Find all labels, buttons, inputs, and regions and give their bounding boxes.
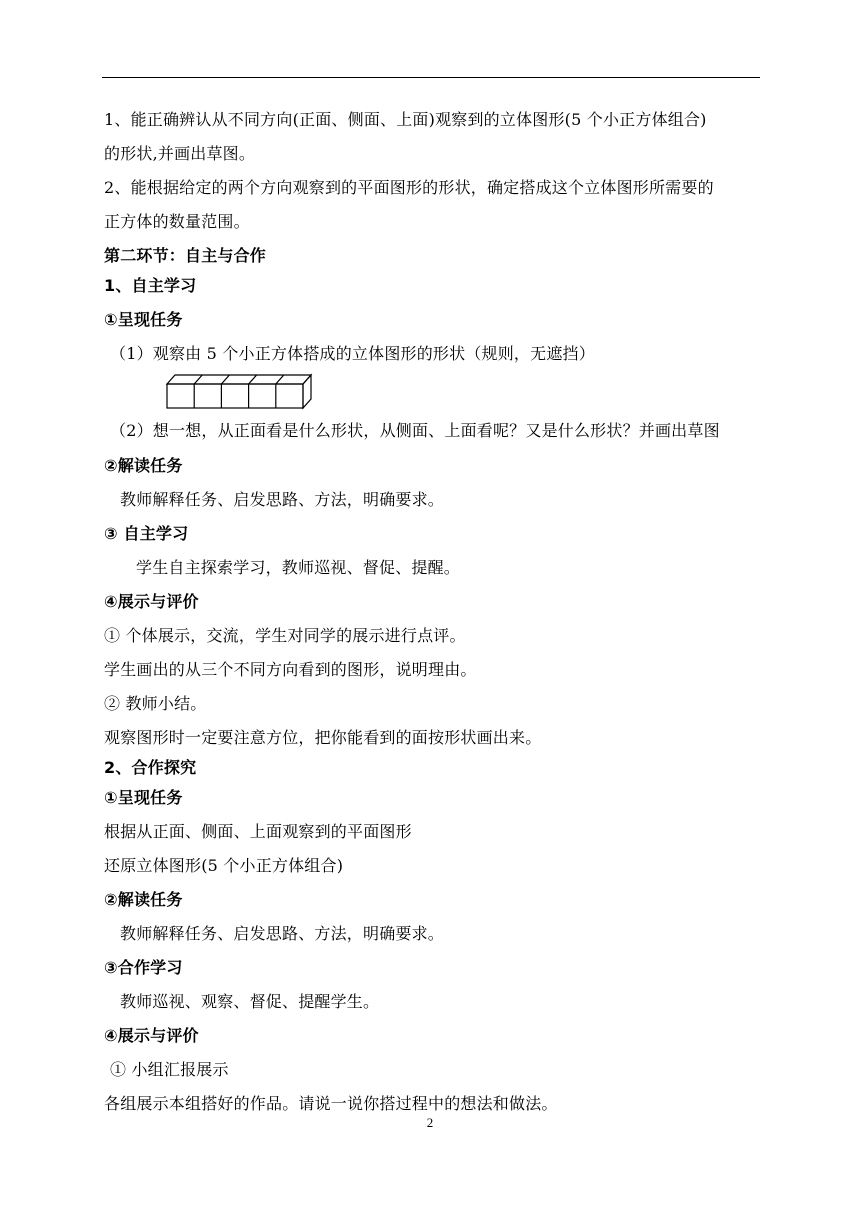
body-text: ② 教师小结。 — [104, 694, 207, 713]
step-heading: ②解读任务 — [104, 456, 183, 475]
objective-2-line-2: 正方体的数量范围。 — [104, 212, 250, 231]
page-number: 2 — [426, 1115, 434, 1130]
body-text: 教师解释任务、启发思路、方法，明确要求。 — [120, 490, 445, 509]
cube-row-figure — [165, 372, 315, 412]
objective-1-line-1: 1、能正确辨认从不同方向(正面、侧面、上面)观察到的立体图形(5 个小正方体组合) — [104, 110, 707, 129]
body-text: 各组展示本组搭好的作品。请说一说你搭过程中的想法和做法。 — [104, 1094, 558, 1113]
step-heading: ③合作学习 — [104, 958, 183, 977]
step-heading: ④展示与评价 — [104, 1026, 199, 1045]
subsection-heading-2: 2、合作探究 — [104, 758, 197, 777]
body-text: ① 个体展示，交流，学生对同学的展示进行点评。 — [104, 626, 466, 645]
task-item-2: （2）想一想，从正面看是什么形状，从侧面、上面看呢？又是什么形状？并画出草图 — [110, 421, 720, 440]
body-text: 教师解释任务、启发思路、方法，明确要求。 — [120, 924, 445, 943]
header-rule — [102, 77, 760, 78]
step-heading: ④展示与评价 — [104, 592, 199, 611]
body-text: 教师巡视、观察、督促、提醒学生。 — [120, 992, 380, 1011]
body-text: ① 小组汇报展示 — [110, 1060, 229, 1079]
task-item-1: （1）观察由 5 个小正方体搭成的立体图形的形状（规则，无遮挡） — [110, 344, 595, 363]
step-heading: ①呈现任务 — [104, 310, 183, 329]
body-text: 根据从正面、侧面、上面观察到的平面图形 — [104, 822, 412, 841]
subsection-heading-1: 1、自主学习 — [104, 276, 197, 295]
step-heading: ②解读任务 — [104, 890, 183, 909]
section-heading: 第二环节：自主与合作 — [104, 246, 267, 265]
objective-1-line-2: 的形状,并画出草图。 — [104, 144, 256, 163]
step-heading: ③ 自主学习 — [104, 524, 189, 543]
step-heading: ①呈现任务 — [104, 788, 183, 807]
objective-2-line-1: 2、能根据给定的两个方向观察到的平面图形的形状，确定搭成这个立体图形所需要的 — [104, 178, 714, 197]
body-text: 观察图形时一定要注意方位，把你能看到的面按形状画出来。 — [104, 728, 542, 747]
cube-row-front-face — [167, 384, 303, 408]
cube-row-side-face — [303, 375, 311, 408]
body-text: 还原立体图形(5 个小正方体组合) — [104, 856, 344, 875]
cube-row-top-face — [167, 375, 311, 384]
body-text: 学生自主探索学习，教师巡视、督促、提醒。 — [136, 558, 461, 577]
body-text: 学生画出的从三个不同方向看到的图形，说明理由。 — [104, 660, 477, 679]
